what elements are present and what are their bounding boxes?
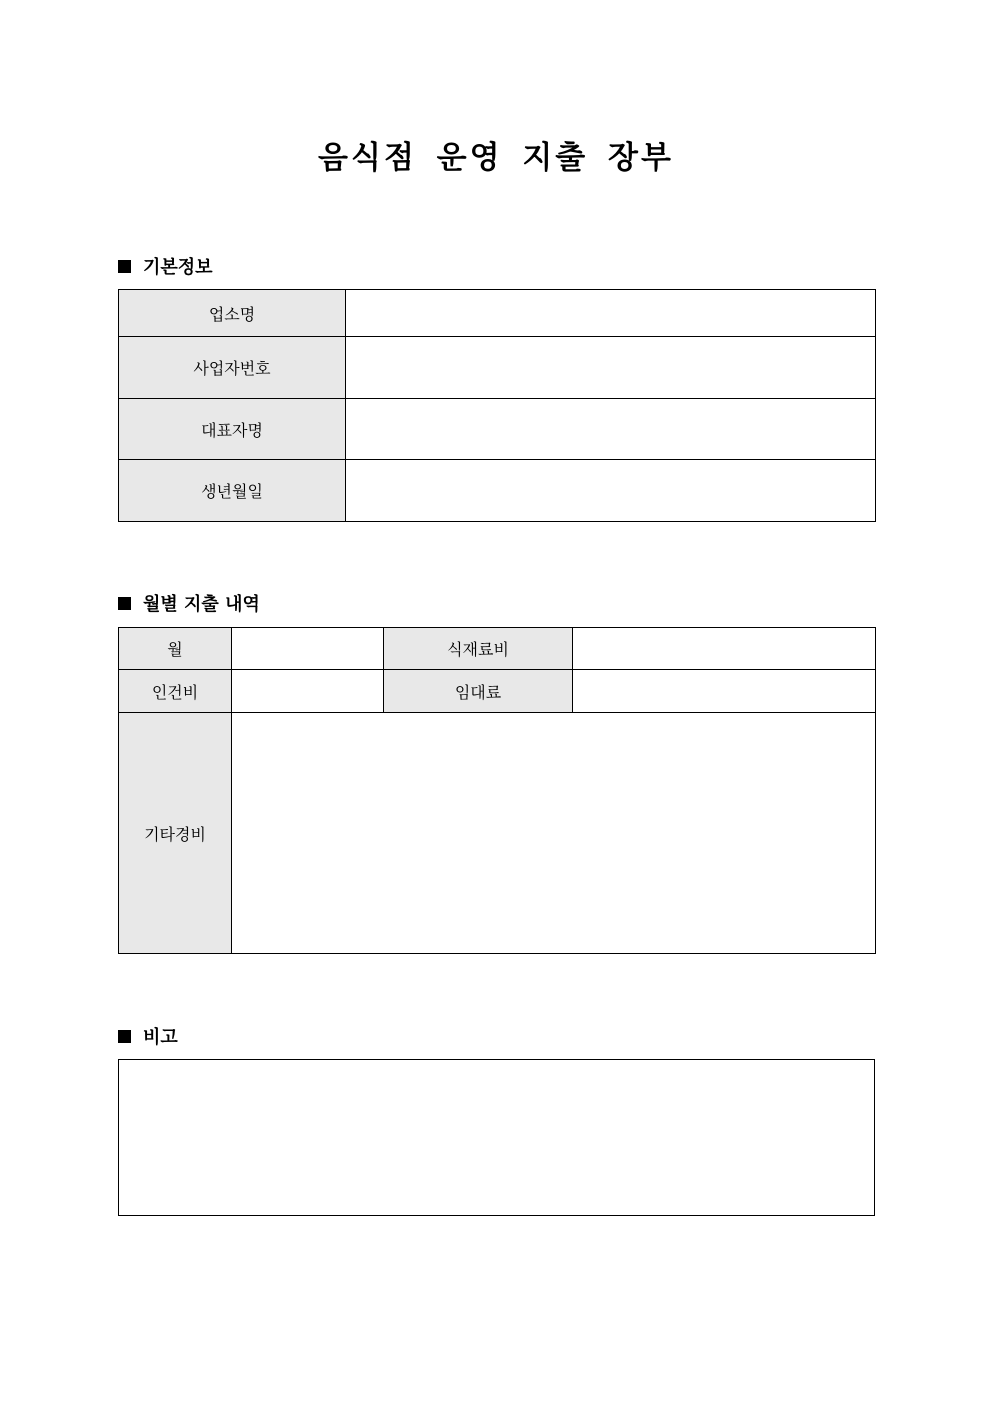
monthly-heading-text: 월별 지출 내역 [143, 594, 260, 615]
remarks-heading-text: 비고 [143, 1027, 178, 1048]
business-name-label: 업소명 [119, 290, 346, 337]
month-label: 월 [119, 628, 232, 670]
business-number-field[interactable] [346, 337, 876, 399]
remarks-table [118, 1059, 875, 1216]
remarks-field[interactable] [119, 1060, 875, 1216]
food-cost-label: 식재료비 [384, 628, 573, 670]
other-expenses-field[interactable] [232, 713, 876, 954]
labor-cost-field[interactable] [232, 670, 384, 713]
monthly-expense-table [118, 627, 876, 954]
labor-cost-label: 인건비 [119, 670, 232, 713]
month-field[interactable] [232, 628, 384, 670]
rent-label: 임대료 [384, 670, 573, 713]
table-row [119, 628, 876, 670]
table-row [119, 670, 876, 713]
basic-info-heading-text: 기본정보 [143, 257, 213, 278]
square-bullet-icon [118, 597, 131, 610]
table-row [119, 713, 876, 954]
business-name-field[interactable] [346, 290, 876, 337]
table-row [119, 460, 876, 522]
monthly-heading [118, 590, 260, 616]
birth-date-field[interactable] [346, 460, 876, 522]
birth-date-label: 생년월일 [119, 460, 346, 522]
square-bullet-icon [118, 260, 131, 273]
table-row [119, 399, 876, 460]
basic-info-heading [118, 253, 213, 279]
other-expenses-label: 기타경비 [119, 713, 232, 954]
remarks-heading [118, 1023, 178, 1049]
food-cost-field[interactable] [573, 628, 876, 670]
table-row [119, 290, 876, 337]
representative-name-label: 대표자명 [119, 399, 346, 460]
rent-field[interactable] [573, 670, 876, 713]
table-row [119, 337, 876, 399]
business-number-label: 사업자번호 [119, 337, 346, 399]
basic-info-table [118, 289, 876, 522]
square-bullet-icon [118, 1030, 131, 1043]
table-row [119, 1060, 875, 1216]
representative-name-field[interactable] [346, 399, 876, 460]
page-title: 음식점 운영 지출 장부 [318, 140, 674, 176]
